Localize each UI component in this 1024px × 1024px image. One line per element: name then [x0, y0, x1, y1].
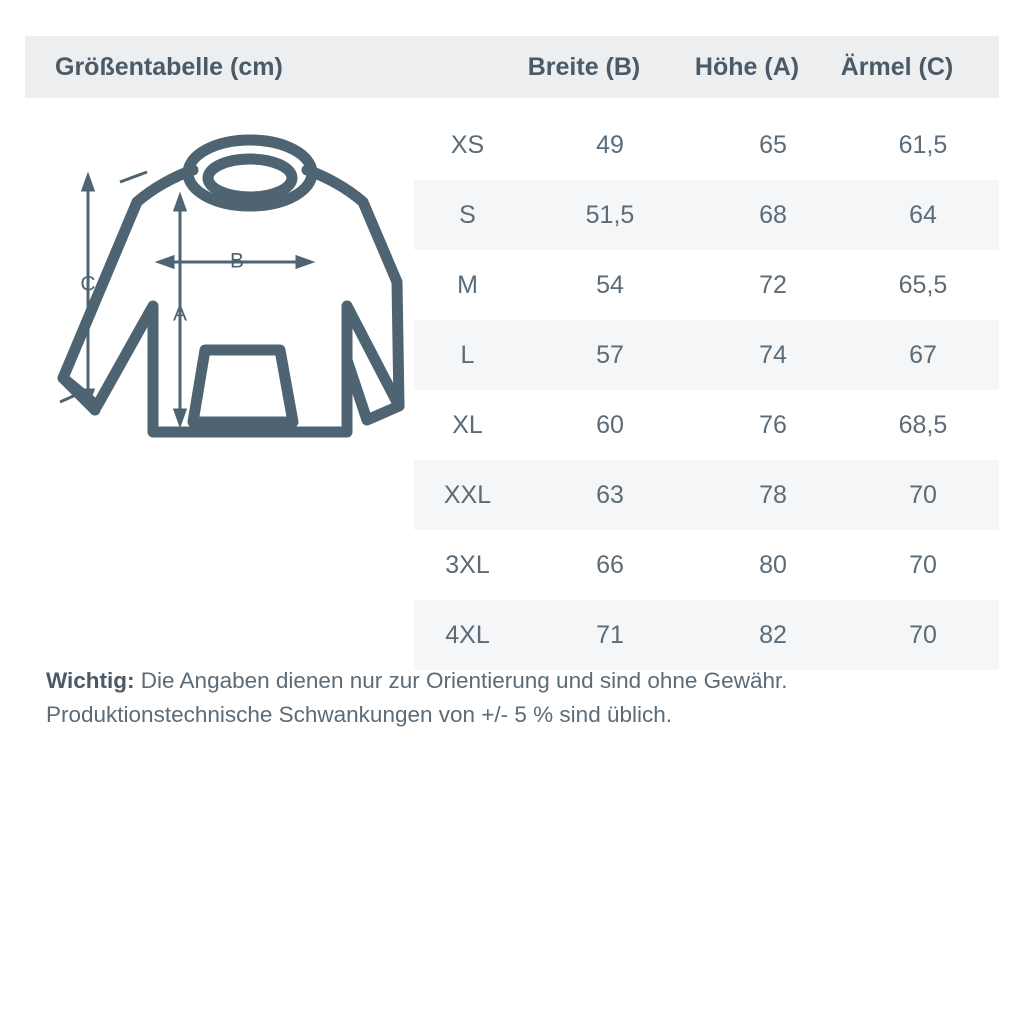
cell-sleeve: 65,5: [898, 270, 948, 299]
cell-sleeve: 70: [909, 620, 937, 649]
disclaimer-label: Wichtig:: [46, 668, 135, 693]
cell-width: 54: [596, 270, 624, 299]
table-row: [414, 250, 999, 320]
cell-height: 80: [759, 550, 787, 579]
cell-sleeve: 64: [909, 200, 937, 229]
cell-sleeve: 68,5: [898, 410, 948, 439]
svg-text:A: A: [172, 302, 188, 326]
cell-width: 57: [596, 340, 624, 369]
table-header: [25, 36, 999, 98]
table-row: [414, 390, 999, 460]
header-columns: [495, 53, 999, 82]
disclaimer-line-1: Die Angaben dienen nur zur Orientierung und sind ohne Gewähr.: [134, 668, 788, 693]
cell-height: 65: [759, 130, 787, 159]
svg-text:B: B: [229, 249, 245, 273]
cell-size: 4XL: [445, 620, 490, 649]
cell-height: 76: [759, 410, 787, 439]
cell-width: 71: [596, 620, 624, 649]
svg-text:C: C: [80, 272, 96, 296]
column-header-height: Höhe (A): [694, 52, 800, 81]
size-table: [414, 110, 999, 670]
table-row: [414, 180, 999, 250]
hoodie-diagram-svg: [25, 110, 414, 670]
cell-width: 51,5: [585, 200, 635, 229]
cell-width: 66: [596, 550, 624, 579]
page-title: Größentabelle (cm): [55, 52, 283, 81]
cell-sleeve: 70: [909, 480, 937, 509]
column-header-sleeve: Ärmel (C): [840, 52, 954, 81]
hoodie-diagram: [25, 110, 414, 670]
cell-size: XL: [452, 410, 483, 439]
cell-height: 74: [759, 340, 787, 369]
cell-size: 3XL: [445, 550, 490, 579]
cell-size: XS: [450, 130, 485, 159]
cell-height: 72: [759, 270, 787, 299]
table-row: [414, 460, 999, 530]
cell-size: XXL: [443, 480, 492, 509]
cell-size: L: [460, 340, 475, 369]
cell-height: 78: [759, 480, 787, 509]
cell-width: 49: [596, 130, 624, 159]
cell-width: 63: [596, 480, 624, 509]
cell-sleeve: 70: [909, 550, 937, 579]
cell-size: M: [457, 270, 478, 299]
cell-sleeve: 67: [909, 340, 937, 369]
cell-size: S: [459, 200, 476, 229]
disclaimer-line-2: Produktionstechnische Schwankungen von +/- 5 % sind üblich.: [46, 702, 673, 727]
table-row: [414, 320, 999, 390]
cell-height: 68: [759, 200, 787, 229]
column-header-width: Breite (B): [527, 52, 641, 81]
table-row: [414, 110, 999, 180]
disclaimer-note: [46, 664, 986, 732]
cell-sleeve: 61,5: [898, 130, 948, 159]
table-row: [414, 530, 999, 600]
cell-width: 60: [596, 410, 624, 439]
table-row: [414, 600, 999, 670]
cell-height: 82: [759, 620, 787, 649]
